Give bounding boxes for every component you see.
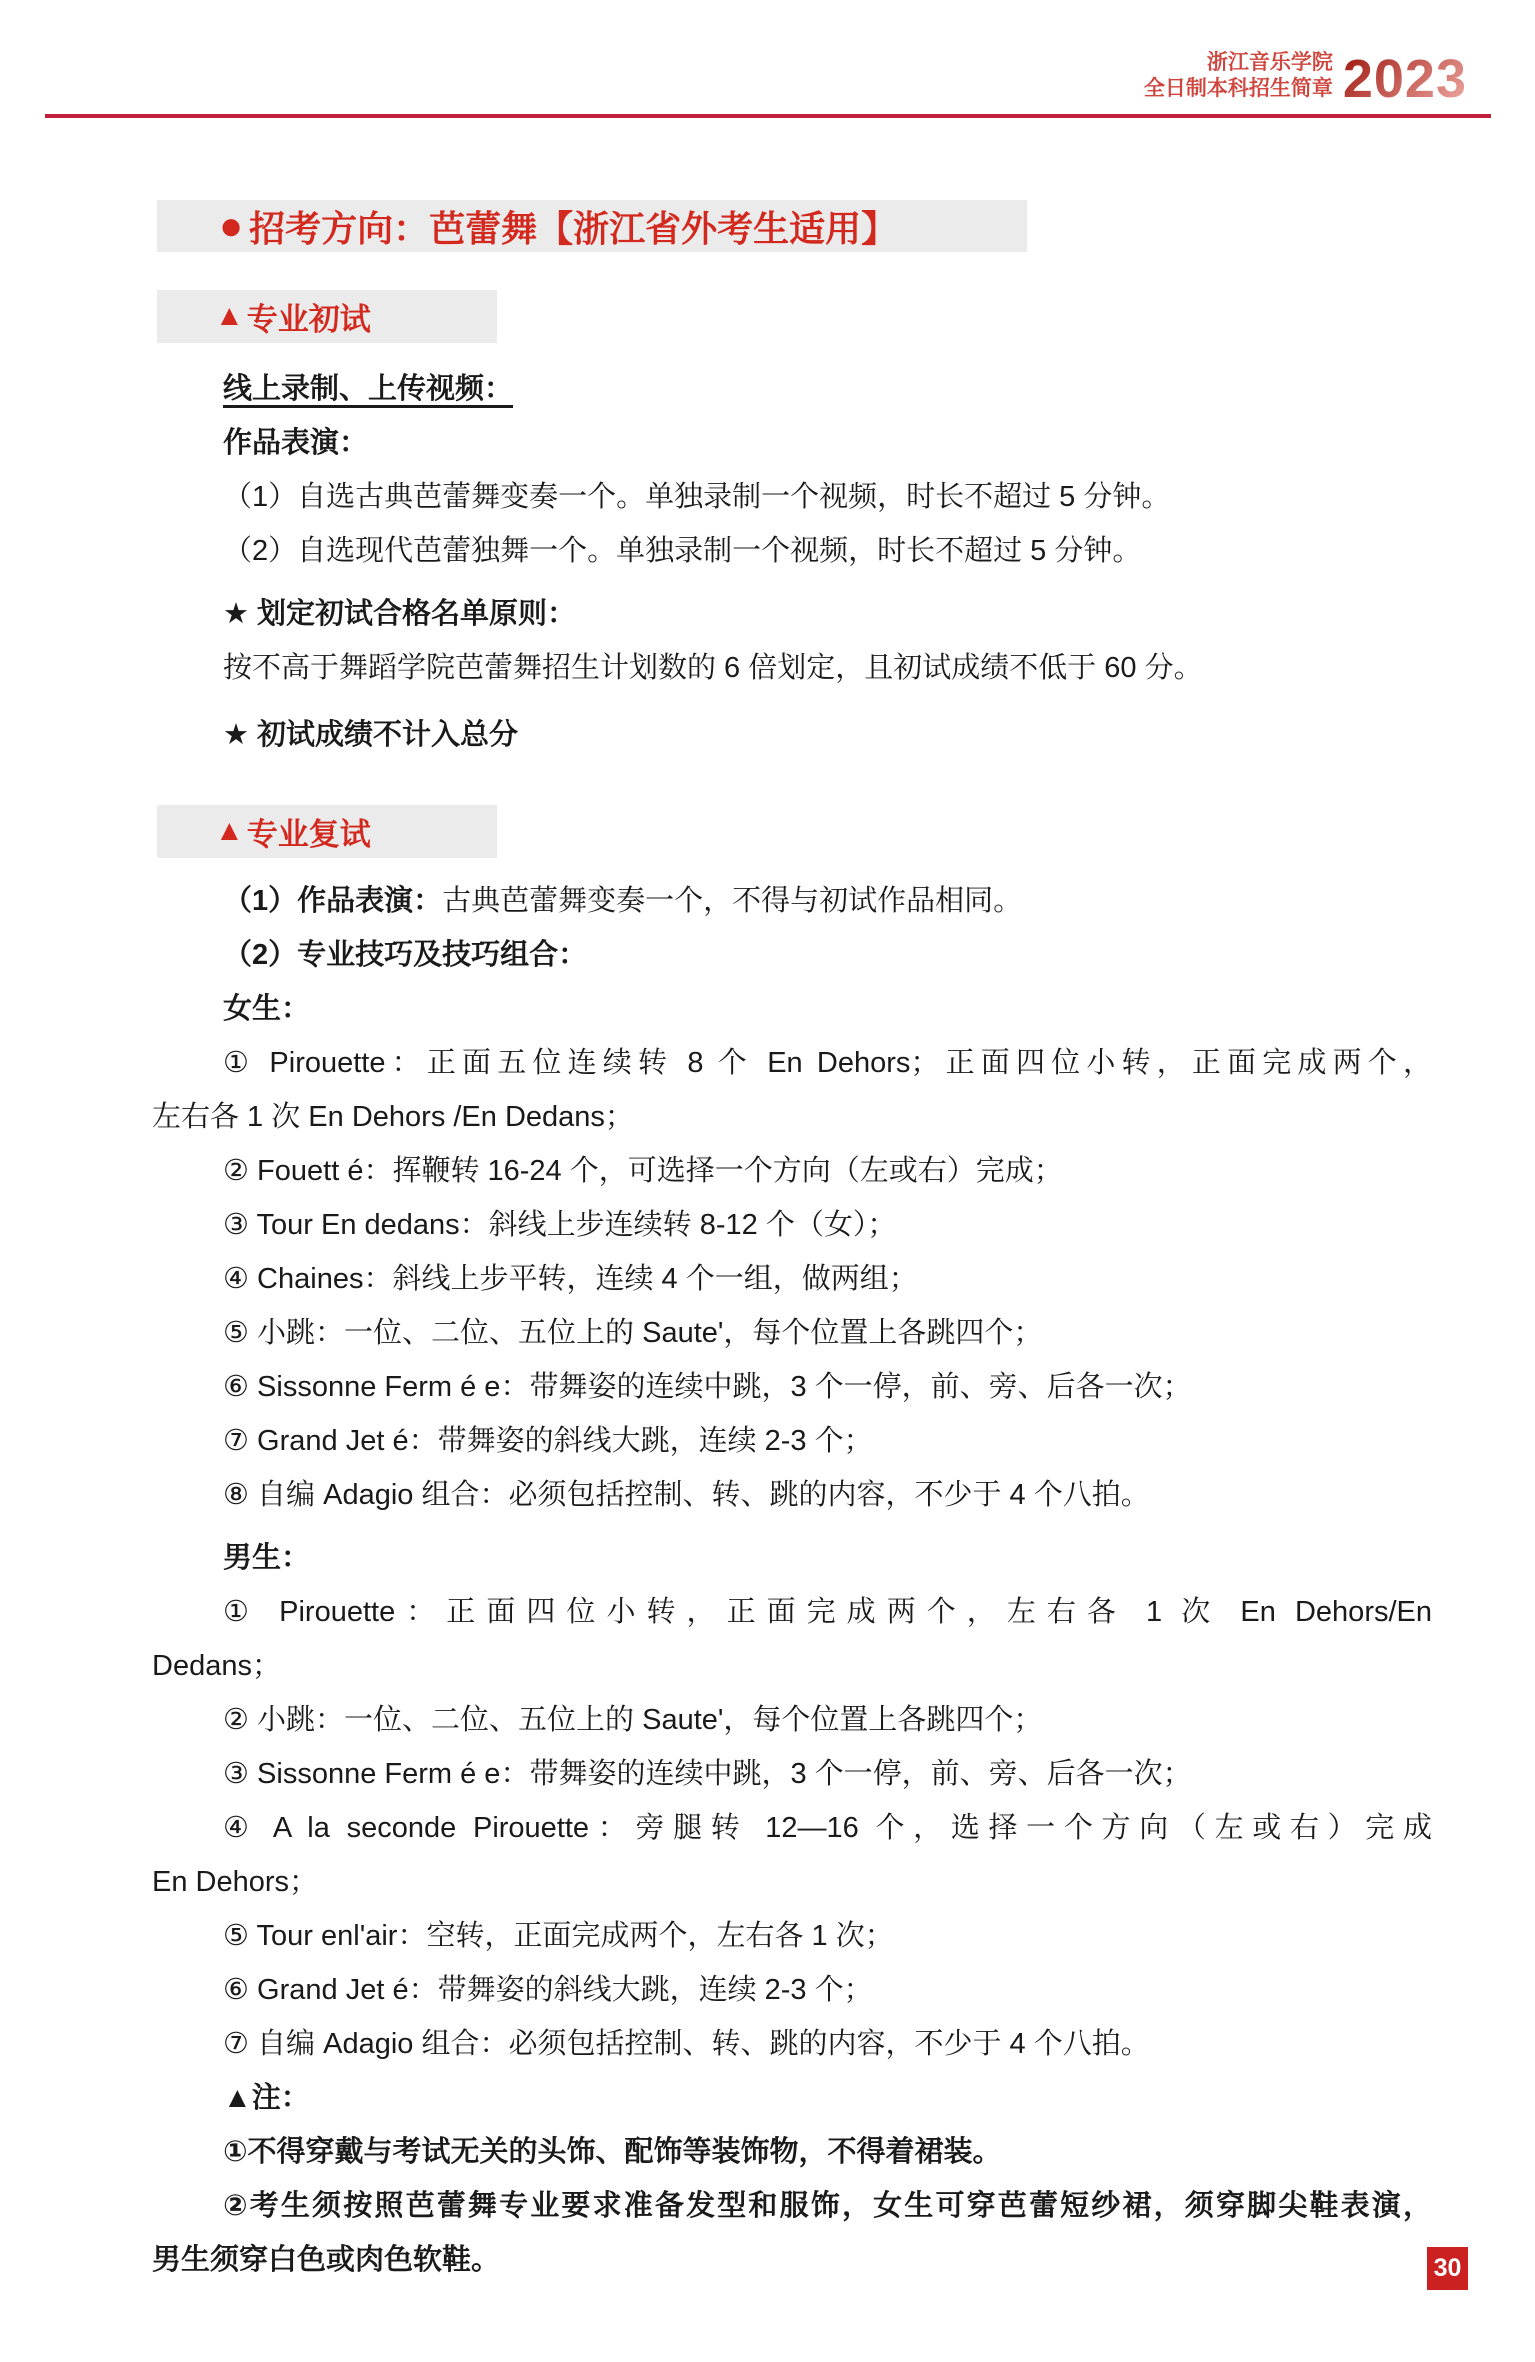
main-title-bar: ● 招考方向：芭蕾舞【浙江省外考生适用】 (157, 200, 1027, 252)
year-label: 2023 (1342, 48, 1467, 109)
text-line: 女生： (223, 993, 311, 1025)
text-line: ④ Chaines：斜线上步平转，连续 4 个一组，做两组； (223, 1263, 918, 1295)
section-heading-first-test: 专业初试 (246, 302, 371, 337)
triangle-icon: ▲ (215, 815, 244, 847)
text-line: ② Fouett é：挥鞭转 16-24 个，可选择一个方向（左或右）完成； (223, 1155, 1063, 1187)
triangle-icon: ▲ (215, 300, 244, 332)
text-line: ★ 初试成绩不计入总分 (223, 719, 519, 751)
text-line: 按不高于舞蹈学院芭蕾舞招生计划数的 6 倍划定，且初试成绩不低于 60 分。 (223, 652, 1203, 684)
text-line: （1）作品表演：古典芭蕾舞变奏一个，不得与初试作品相同。 (223, 885, 1023, 917)
section-heading-second-test: 专业复试 (246, 817, 371, 852)
text-line: 作品表演： (223, 427, 369, 459)
text-line: （2）专业技巧及技巧组合： (223, 939, 588, 971)
text-line: ① Pirouette：正面四位小转，正面完成两个，左右各 1 次 En Dehors/En (223, 1596, 1432, 1628)
text-line: ① Pirouette：正面五位连续转 8 个 En Dehors；正面四位小转，正面完成两个， (223, 1047, 1432, 1079)
text-line: ② 小跳：一位、二位、五位上的 Saute'，每个位置上各跳四个； (223, 1704, 1043, 1736)
text-line: ④ A la seconde Pirouette：旁腿转 12—16 个，选择一个方向（左或右）完成 (223, 1812, 1432, 1844)
text-line: 线上录制、上传视频： (223, 373, 514, 405)
header-rule (45, 114, 1491, 118)
first-test-body (152, 362, 1432, 762)
text-line: ⑥ Sissonne Ferm é e：带舞姿的连续中跳，3 个一停，前、旁、后各一次； (223, 1371, 1192, 1403)
text-line: ⑤ Tour enl'air：空转，正面完成两个，左右各 1 次； (223, 1920, 894, 1952)
page-number-badge (1427, 2247, 1468, 2290)
publisher-block (1144, 50, 1333, 102)
text-line: ⑦ 自编 Adagio 组合：必须包括控制、转、跳的内容，不少于 4 个八拍。 (223, 2028, 1150, 2060)
text-line: ⑤ 小跳：一位、二位、五位上的 Saute'，每个位置上各跳四个； (223, 1317, 1043, 1349)
text-line: ★ 划定初试合格名单原则： (223, 598, 577, 630)
page-header (1143, 48, 1467, 109)
brochure-name: 全日制本科招生简章 (1143, 77, 1333, 100)
text-line: ③ Tour En dedans：斜线上步连续转 8-12 个（女）； (223, 1209, 897, 1241)
section-heading-bar-first-test (157, 290, 497, 343)
page-title: 招考方向：芭蕾舞【浙江省外考生适用】 (249, 207, 898, 249)
text-line: 男生： (223, 1542, 311, 1574)
text-line: ①不得穿戴与考试无关的头饰、配饰等装饰物，不得着裙装。 (223, 2136, 1002, 2168)
text-line: Dedans； (152, 1650, 281, 1682)
text-line: En Dehors； (152, 1866, 319, 1898)
text-line: ⑥ Grand Jet é：带舞姿的斜线大跳，连续 2-3 个； (223, 1974, 873, 2006)
text-line: 男生须穿白色或肉色软鞋。 (152, 2244, 501, 2276)
text-line: 左右各 1 次 En Dehors /En Dedans； (152, 1101, 634, 1133)
text-line: ⑦ Grand Jet é：带舞姿的斜线大跳，连续 2-3 个； (223, 1425, 873, 1457)
text-line: ▲注： (223, 2082, 310, 2114)
second-test-body (152, 874, 1432, 2287)
page-number: 30 (1433, 2254, 1462, 2282)
text-line: ③ Sissonne Ferm é e：带舞姿的连续中跳，3 个一停，前、旁、后各一次； (223, 1758, 1192, 1790)
text-line: （2）自选现代芭蕾独舞一个。单独录制一个视频，时长不超过 5 分钟。 (223, 535, 1142, 567)
text-line: ②考生须按照芭蕾舞专业要求准备发型和服饰，女生可穿芭蕾短纱裙，须穿脚尖鞋表演， (223, 2190, 1432, 2222)
page-content (152, 200, 1432, 2287)
text-line: ⑧ 自编 Adagio 组合：必须包括控制、转、跳的内容，不少于 4 个八拍。 (223, 1479, 1150, 1511)
section-heading-bar-second-test (157, 805, 497, 858)
text-line: （1）自选古典芭蕾舞变奏一个。单独录制一个视频，时长不超过 5 分钟。 (223, 481, 1171, 513)
org-name: 浙江音乐学院 (1206, 51, 1333, 74)
